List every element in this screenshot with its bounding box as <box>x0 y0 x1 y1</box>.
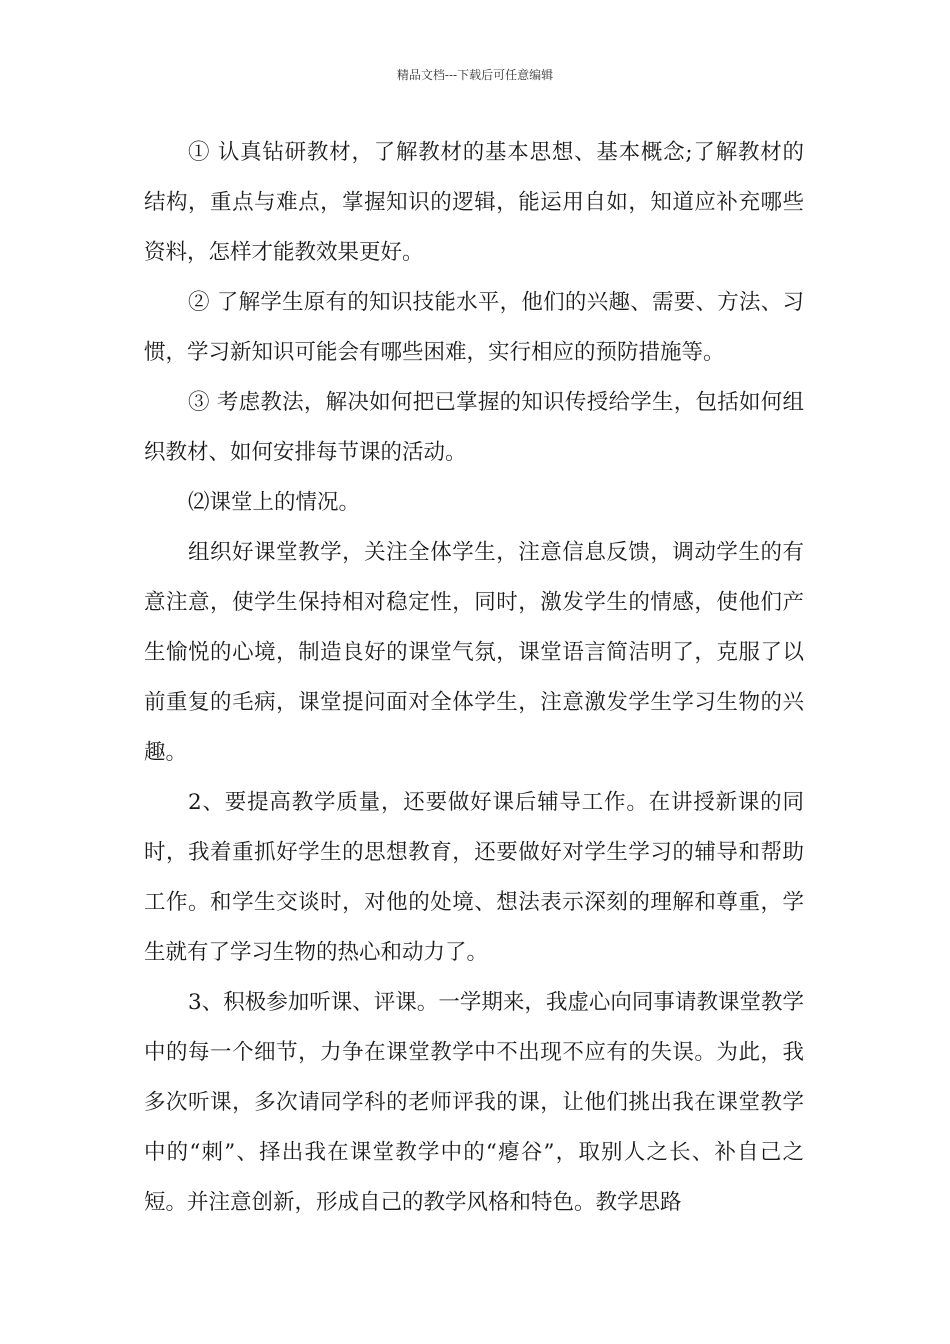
paragraph-4: ⑵课堂上的情况。 <box>188 490 361 515</box>
page-header: 精品文档---下载后可任意编辑 <box>396 68 554 82</box>
document-body <box>144 128 804 1228</box>
paragraph-7: 3、积极参加听课、评课。一学期来，我虚心向同事请教课堂教学中的每一个细节，力争在课堂教学中不出现不应有的失误。为此，我多次听课，多次请同学科的老师评我的课，让他们挑出我在课堂教学中的“刺”、择出我在课堂教学中的“瘪谷”，取别人之长、补自己之短。并注意创新，形成自己的教学风格和特色。教学思路 <box>144 990 804 1215</box>
paragraph-6: 2、要提高教学质量，还要做好课后辅导工作。在讲授新课的同时，我着重抓好学生的思想教育，还要做好对学生学习的辅导和帮助工作。和学生交谈时，对他的处境、想法表示深刻的理解和尊重，学生就有了学习生物的热心和动力了。 <box>144 790 804 965</box>
paragraph-1: ① 认真钻研教材，了解教材的基本思想、基本概念;了解教材的结构，重点与难点，掌握知识的逻辑，能运用自如，知道应补充哪些资料，怎样才能教效果更好。 <box>144 140 804 265</box>
paragraph-3: ③ 考虑教法，解决如何把已掌握的知识传授给学生，包括如何组织教材、如何安排每节课的活动。 <box>144 390 804 465</box>
paragraph-2: ② 了解学生原有的知识技能水平，他们的兴趣、需要、方法、习惯，学习新知识可能会有哪些困难，实行相应的预防措施等。 <box>144 290 804 365</box>
paragraph-5: 组织好课堂教学，关注全体学生，注意信息反馈，调动学生的有意注意，使学生保持相对稳定性，同时，激发学生的情感，使他们产生愉悦的心境，制造良好的课堂气氛，课堂语言简洁明了，克服了以前重复的毛病，课堂提问面对全体学生，注意激发学生学习生物的兴趣。 <box>144 540 804 765</box>
